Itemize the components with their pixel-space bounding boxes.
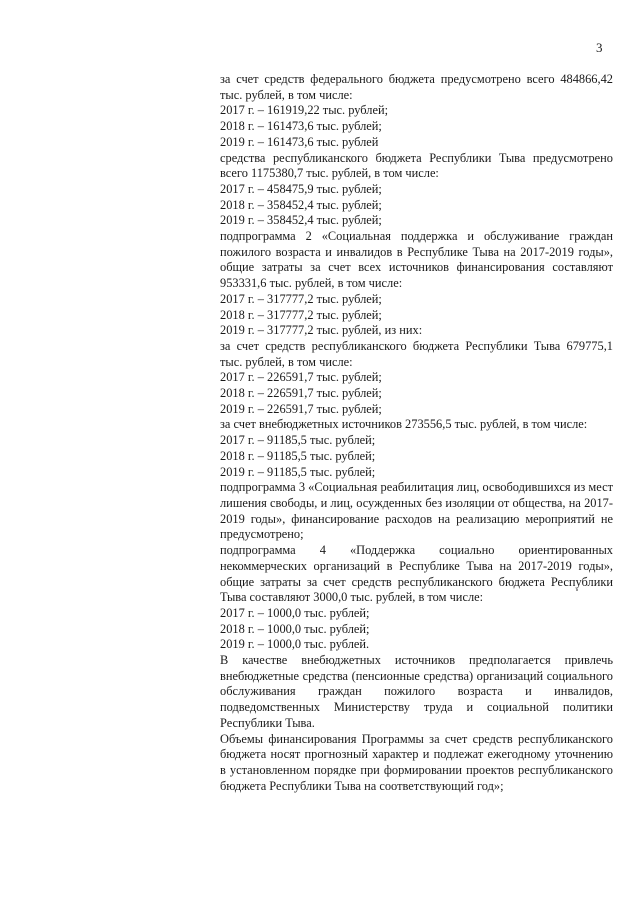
paragraph: подпрограмма 3 «Социальная реабилитация лиц, освободившихся из мест лишения свободы, и лиц, осужденных без изоляции от общества, на 2017-2019 годы», финансирование расходов на реализацию мероприятий не предусмотрено; — [220, 480, 613, 542]
paragraph: В качестве внебюджетных источников предполагается привлечь внебюджетные средства (пенсионные средства) организаций социального обслуживания граждан пожилого возраста и инвалидов, подведомственных Министерству труда и социальной политики Республики Тыва. — [220, 653, 613, 730]
paragraph: средства республиканского бюджета Республики Тыва предусмотрено всего 1175380,7 тыс. рублей, в том числе: — [220, 150, 613, 181]
paragraph: подпрограмма 2 «Социальная поддержка и обслуживание граждан пожилого возраста и инвалидов в Республике Тыва на 2017-2019 годы», общие затраты за счет всех источников финансирования составляют 953331,6 тыс. рублей, в том числе: — [220, 229, 613, 291]
paragraph: 2019 г. – 358452,4 тыс. рублей; — [220, 213, 382, 228]
paragraph: 2019 г. – 1000,0 тыс. рублей. — [220, 637, 370, 652]
paragraph: 2017 г. – 226591,7 тыс. рублей; — [220, 370, 382, 385]
paragraph: Объемы финансирования Программы за счет средств республиканского бюджета носят прогнозный характер и подлежат ежегодному уточнению в установленном порядке при формировании проектов республиканского бюджета Республики Тыва на соответствующий год»; — [220, 731, 613, 793]
paragraph: подпрограмма 4 «Поддержка социально ориентированных некоммерческих организаций в Республике Тыва на 2017-2019 годы», общие затраты за счет средств республиканского бюджета Республики Тыва составляют 3000,0 тыс. рублей, в том числе: — [220, 543, 613, 605]
paragraph: 2017 г. – 1000,0 тыс. рублей; — [220, 605, 370, 620]
document-body — [220, 72, 613, 794]
paragraph: за счет внебюджетных источников 273556,5 тыс. рублей, в том числе: — [220, 417, 588, 432]
paragraph: 2017 г. – 317777,2 тыс. рублей; — [220, 291, 382, 306]
paragraph: 2018 г. – 317777,2 тыс. рублей; — [220, 307, 382, 322]
paragraph: 2018 г. – 226591,7 тыс. рублей; — [220, 386, 382, 401]
paragraph: 2018 г. – 91185,5 тыс. рублей; — [220, 448, 376, 463]
paragraph: за счет средств федерального бюджета предусмотрено всего 484866,42 тыс. рублей, в том числе: — [220, 72, 613, 102]
paragraph: 2017 г. – 458475,9 тыс. рублей; — [220, 181, 382, 196]
paragraph: за счет средств республиканского бюджета Республики Тыва 679775,1 тыс. рублей, в том числе: — [220, 338, 613, 369]
paragraph: 2019 г. – 91185,5 тыс. рублей; — [220, 464, 376, 479]
paragraph: 2019 г. – 226591,7 тыс. рублей; — [220, 401, 382, 416]
paragraph: 2019 г. – 161473,6 тыс. рублей — [220, 134, 379, 149]
paragraph: 2019 г. – 317777,2 тыс. рублей, из них: — [220, 323, 423, 338]
paragraph: 2017 г. – 91185,5 тыс. рублей; — [220, 433, 376, 448]
paragraph: 2018 г. – 161473,6 тыс. рублей; — [220, 119, 382, 134]
scan-speck — [576, 589, 578, 591]
paragraph: 2018 г. – 1000,0 тыс. рублей; — [220, 621, 370, 636]
page-number: 3 — [596, 40, 603, 55]
paragraph: 2017 г. – 161919,22 тыс. рублей; — [220, 103, 389, 118]
paragraph: 2018 г. – 358452,4 тыс. рублей; — [220, 197, 382, 212]
